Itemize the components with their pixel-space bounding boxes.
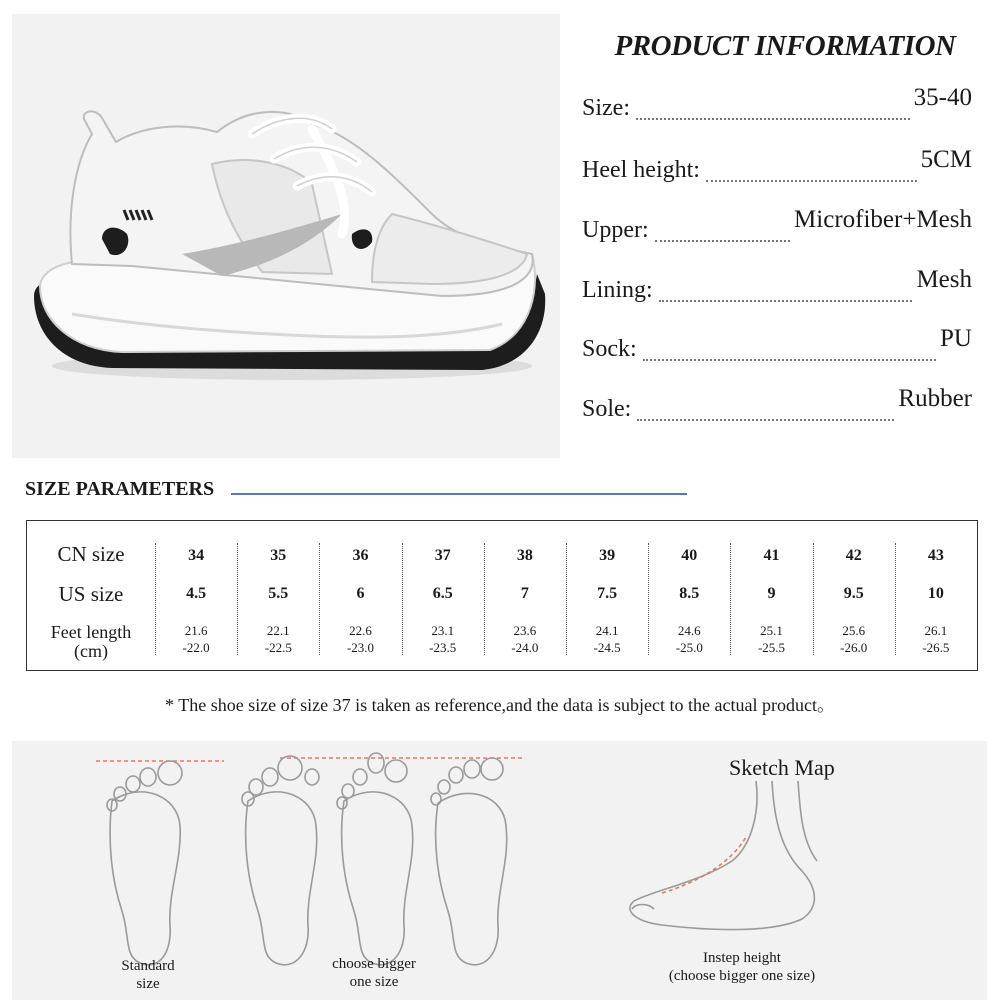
sneaker-image: [12, 14, 560, 458]
row-label-cn-size: CN size: [57, 542, 125, 566]
us-size-cell: 9.5: [843, 585, 864, 602]
cn-size-cell: 41: [763, 547, 780, 564]
spec-value: Rubber: [898, 385, 972, 412]
us-size-cell: 5.5: [268, 585, 289, 602]
spec-value: Microfiber+Mesh: [794, 206, 972, 233]
spec-value: Mesh: [916, 266, 972, 293]
feet-length-max-cell: -22.0: [182, 640, 210, 655]
cn-size-cell: 42: [845, 547, 862, 564]
label-standard-size: [98, 957, 198, 993]
us-size-cell: 4.5: [186, 585, 207, 602]
spec-value: PU: [940, 325, 972, 352]
us-size-cell: 8.5: [679, 585, 700, 602]
spec-row-sole: [582, 383, 972, 423]
feet-length-max-cell: -24.0: [511, 640, 539, 655]
foot-outline-long-second-toe: [337, 753, 413, 965]
feet-length-min-cell: 26.1: [924, 623, 948, 638]
row-label-us-size: US size: [58, 582, 124, 606]
foot-outline-standard: [107, 761, 182, 965]
feet-length-min-cell: 24.1: [595, 623, 619, 638]
cn-size-cell: 36: [352, 547, 369, 564]
sketch-map-title: Sketch Map: [729, 755, 835, 780]
spec-label: Upper:: [582, 217, 649, 243]
label-instep-height: [632, 949, 852, 985]
spec-value: 5CM: [920, 146, 972, 173]
dotted-leader: [643, 359, 936, 361]
cn-size-cell: 40: [681, 547, 698, 564]
feet-length-max-cell: -26.5: [922, 640, 950, 655]
foot-guide-panel: [12, 741, 987, 1000]
spec-row-sock: [582, 323, 972, 363]
heading-underline: [231, 493, 687, 495]
cn-size-cell: 39: [599, 547, 616, 564]
dotted-leader: [706, 180, 917, 182]
size-table: [26, 520, 978, 671]
size-footnote: * The shoe size of size 37 is taken as reference,and the data is subject to the actual product。: [165, 695, 835, 715]
dotted-leader: [659, 300, 913, 302]
cn-size-cell: 34: [188, 547, 205, 564]
label-bigger-line2: one size: [349, 974, 399, 990]
feet-length-max-cell: -25.5: [757, 640, 786, 655]
us-size-cell: 7: [520, 585, 529, 602]
spec-label: Sock:: [582, 336, 637, 362]
label-instep-line2: (choose bigger one size): [668, 968, 816, 984]
spec-label: Lining:: [582, 277, 653, 303]
foot-side-view: [630, 781, 817, 930]
label-instep-line1: Instep height: [703, 950, 781, 966]
row-label-feet-line1: Feet length: [50, 622, 132, 642]
dotted-leader: [636, 118, 910, 120]
foot-outline-flat: [431, 758, 507, 965]
feet-length-min-cell: 25.6: [842, 623, 866, 638]
spec-row-heel-height: [582, 144, 972, 184]
us-size-cell: 9: [767, 585, 776, 602]
spec-label: Size:: [582, 95, 630, 121]
cn-size-cell: 37: [434, 547, 451, 564]
feet-length-max-cell: -23.5: [429, 640, 457, 655]
label-bigger-line1: choose bigger: [332, 956, 416, 972]
cn-size-cell: 38: [516, 547, 533, 564]
feet-length-min-cell: 21.6: [184, 623, 208, 638]
product-photo: [12, 14, 560, 458]
label-standard-line1: Standard: [121, 958, 175, 974]
feet-length-max-cell: -25.0: [675, 640, 703, 655]
us-size-cell: 10: [927, 585, 944, 602]
feet-length-max-cell: -26.0: [840, 640, 868, 655]
spec-value: 35-40: [913, 84, 972, 111]
feet-length-max-cell: -24.5: [593, 640, 621, 655]
feet-length-min-cell: 22.6: [349, 623, 372, 638]
us-size-cell: 7.5: [597, 585, 618, 602]
spec-row-upper: [582, 204, 972, 244]
dotted-leader: [637, 419, 894, 421]
feet-length-min-cell: 25.1: [760, 623, 783, 638]
feet-length-max-cell: -23.0: [346, 640, 375, 655]
row-label-feet-length: [27, 623, 155, 661]
spec-row-size: [582, 82, 972, 122]
product-info-title: PRODUCT INFORMATION: [614, 30, 956, 62]
feet-length-min-cell: 23.6: [513, 623, 537, 638]
dotted-leader: [655, 240, 790, 242]
foot-outline-wide: [242, 756, 319, 965]
cn-size-cell: 35: [270, 547, 287, 564]
size-parameters-heading: SIZE PARAMETERS: [25, 478, 215, 500]
label-standard-line2: size: [136, 976, 160, 992]
spec-label: Sole:: [582, 396, 632, 422]
feet-length-min-cell: 23.1: [431, 623, 455, 638]
spec-label: Heel height:: [582, 157, 700, 183]
feet-length-min-cell: 24.6: [677, 623, 701, 638]
label-choose-bigger: [304, 955, 444, 991]
us-size-cell: 6: [356, 585, 365, 602]
cn-size-cell: 43: [927, 547, 944, 564]
spec-row-lining: [582, 264, 972, 304]
feet-length-min-cell: 22.1: [266, 623, 290, 638]
row-label-feet-line2: (cm): [74, 640, 108, 661]
feet-length-max-cell: -22.5: [264, 640, 292, 655]
us-size-cell: 6.5: [432, 585, 453, 602]
